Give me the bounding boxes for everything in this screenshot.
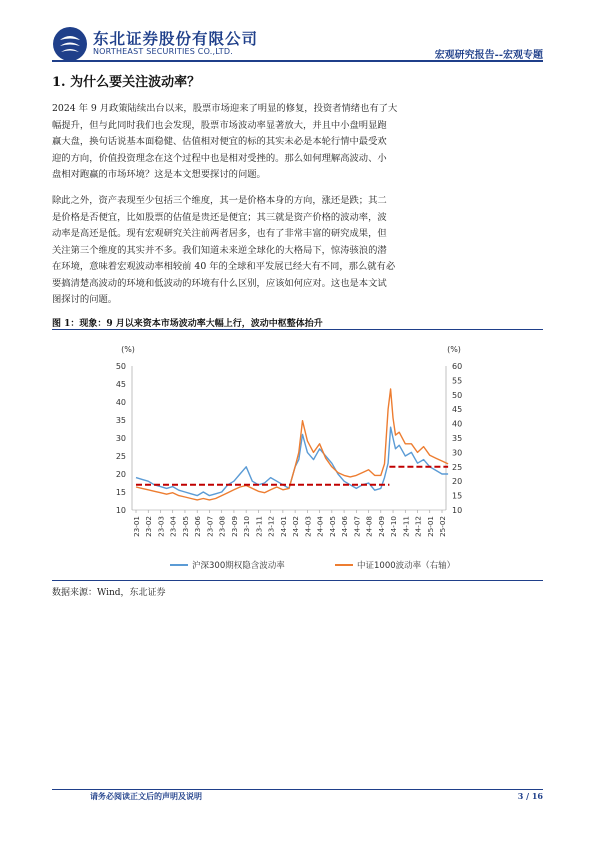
right-tick-label: 15 — [452, 491, 463, 501]
x-tick-label: 24-01 — [278, 516, 288, 537]
legend-label: 中证1000波动率（右轴） — [357, 561, 456, 571]
page-number: 3 / 16 — [517, 791, 543, 801]
report-type: 宏观研究报告--宏观专题 — [434, 50, 543, 61]
figure-source: 数据来源：Wind，东北证券 — [52, 588, 166, 598]
right-tick-label: 60 — [452, 362, 463, 371]
paragraph-line: 除此之外，资产表现至少包括三个维度，其一是价格本身的方向，涨还是跌；其二 — [52, 195, 387, 206]
x-tick-label: 23-09 — [229, 516, 239, 537]
x-tick-label: 24-05 — [327, 516, 337, 537]
x-tick-label: 24-10 — [389, 516, 399, 537]
chart-series — [136, 389, 448, 500]
x-tick-label: 24-04 — [315, 516, 325, 537]
right-tick-label: 30 — [452, 448, 463, 458]
x-tick-label: 24-06 — [340, 516, 350, 537]
figure-caption: 图 1：现象：9 月以来资本市场波动率大幅上行，波动中枢整体抬升 — [52, 319, 323, 329]
legend-label: 沪深300期权隐含波动率 — [192, 561, 285, 571]
right-tick-label: 50 — [452, 390, 463, 400]
left-tick-label: 35 — [115, 416, 126, 425]
left-tick-label: 20 — [115, 470, 126, 479]
figure-bottom-rule — [52, 580, 543, 581]
paragraph-line: 是价格是否便宜，比如股票的估值是贵还是便宜；其三就是资产价格的波动率，波 — [52, 211, 387, 223]
x-tick-label: 24-07 — [352, 516, 362, 537]
paragraph-line: 动率是高还是低。现有宏观研究关注前两者居多，也有了非常丰富的研究成果，但 — [52, 228, 387, 239]
right-tick-label: 55 — [452, 376, 463, 386]
right-tick-label: 25 — [452, 462, 463, 472]
x-tick-label: 23-03 — [156, 516, 166, 537]
x-tick-label: 24-03 — [303, 516, 313, 537]
header-divider — [52, 60, 543, 62]
paragraph-line: 赢大盘，换句话说基本面稳健、估值相对便宜的标的其实未必是本轮行情中最受欢 — [52, 136, 387, 147]
left-tick-label: 45 — [115, 380, 126, 389]
paragraph-2 — [52, 193, 543, 309]
chart-axes — [116, 345, 462, 537]
volatility-chart — [52, 336, 543, 581]
figure-top-rule — [52, 329, 543, 330]
right-tick-label: 20 — [452, 477, 463, 487]
x-tick-label: 23-11 — [254, 516, 264, 537]
x-tick-label: 23-06 — [193, 516, 203, 537]
company-logo-icon — [52, 26, 88, 62]
paragraph-line: 幅提升，但与此同时我们也会发现，股票市场波动率显著放大，并且中小盘明显跑 — [52, 119, 387, 131]
paragraph-line: 2024 年 9 月政策陆续出台以来，股票市场迎来了明显的修复，投资者情绪也有了大 — [52, 103, 398, 114]
left-tick-label: 25 — [115, 452, 126, 461]
x-tick-label: 23-08 — [217, 516, 227, 537]
left-tick-label: 40 — [115, 398, 126, 407]
paragraph-line: 在环境，意味着宏观波动率相较前 40 年的全球和平发展已经大有不同，那么就有必 — [52, 261, 396, 272]
series-line-csi1000 — [136, 389, 448, 500]
x-tick-label: 23-07 — [205, 516, 215, 537]
footer-disclaimer: 请务必阅读正文后的声明及说明 — [90, 791, 202, 801]
left-tick-label: 30 — [115, 434, 126, 443]
footer-divider — [52, 789, 543, 790]
company-name-cn: 东北证券股份有限公司 — [93, 30, 259, 48]
right-axis-unit: (%) — [447, 345, 461, 354]
x-tick-label: 25-02 — [438, 516, 447, 537]
x-tick-label: 23-12 — [266, 516, 276, 537]
x-tick-label: 25-01 — [425, 516, 435, 537]
paragraph-line: 要搞清楚高波动的环境和低波动的环境有什么区别，应该如何应对。这也是本文试 — [52, 277, 387, 289]
section-title: 1. 为什么要关注波动率？ — [52, 75, 201, 90]
x-tick-label: 24-09 — [376, 516, 386, 537]
company-name-en: NORTHEAST SECURITIES CO.,LTD. — [93, 47, 233, 56]
x-tick-label: 23-05 — [180, 516, 190, 537]
x-tick-label: 24-11 — [401, 516, 411, 537]
paragraph-line: 盘相对跑赢的市场环境？这是本文想要探讨的问题。 — [52, 169, 266, 180]
right-tick-label: 10 — [452, 506, 463, 515]
right-tick-label: 35 — [452, 434, 463, 443]
x-tick-label: 23-02 — [144, 516, 154, 537]
left-tick-label: 50 — [115, 362, 126, 371]
right-tick-label: 45 — [452, 405, 463, 415]
x-tick-label: 23-10 — [242, 516, 252, 537]
x-tick-label: 23-04 — [168, 516, 178, 537]
paragraph-line: 关注第三个维度的其实并不多。我们知道未来逆全球化的大格局下，惊涛骇浪的潜 — [52, 244, 387, 256]
paragraph-line: 图探讨的问题。 — [52, 294, 118, 305]
left-tick-label: 15 — [115, 488, 126, 497]
x-tick-label: 23-01 — [132, 516, 141, 537]
x-tick-label: 24-12 — [413, 516, 423, 537]
chart-legend — [170, 560, 455, 571]
left-axis-unit: (%) — [121, 345, 135, 354]
x-tick-label: 24-02 — [291, 516, 301, 537]
paragraph-line: 迎的方向，价值投资理念在这个过程中也是相对受挫的。那么如何理解高波动、小 — [52, 152, 387, 164]
right-tick-label: 40 — [452, 419, 463, 429]
paragraph-1 — [52, 101, 543, 184]
chart-svg — [52, 336, 543, 581]
x-tick-label: 24-08 — [364, 516, 374, 537]
left-tick-label: 10 — [115, 506, 126, 515]
